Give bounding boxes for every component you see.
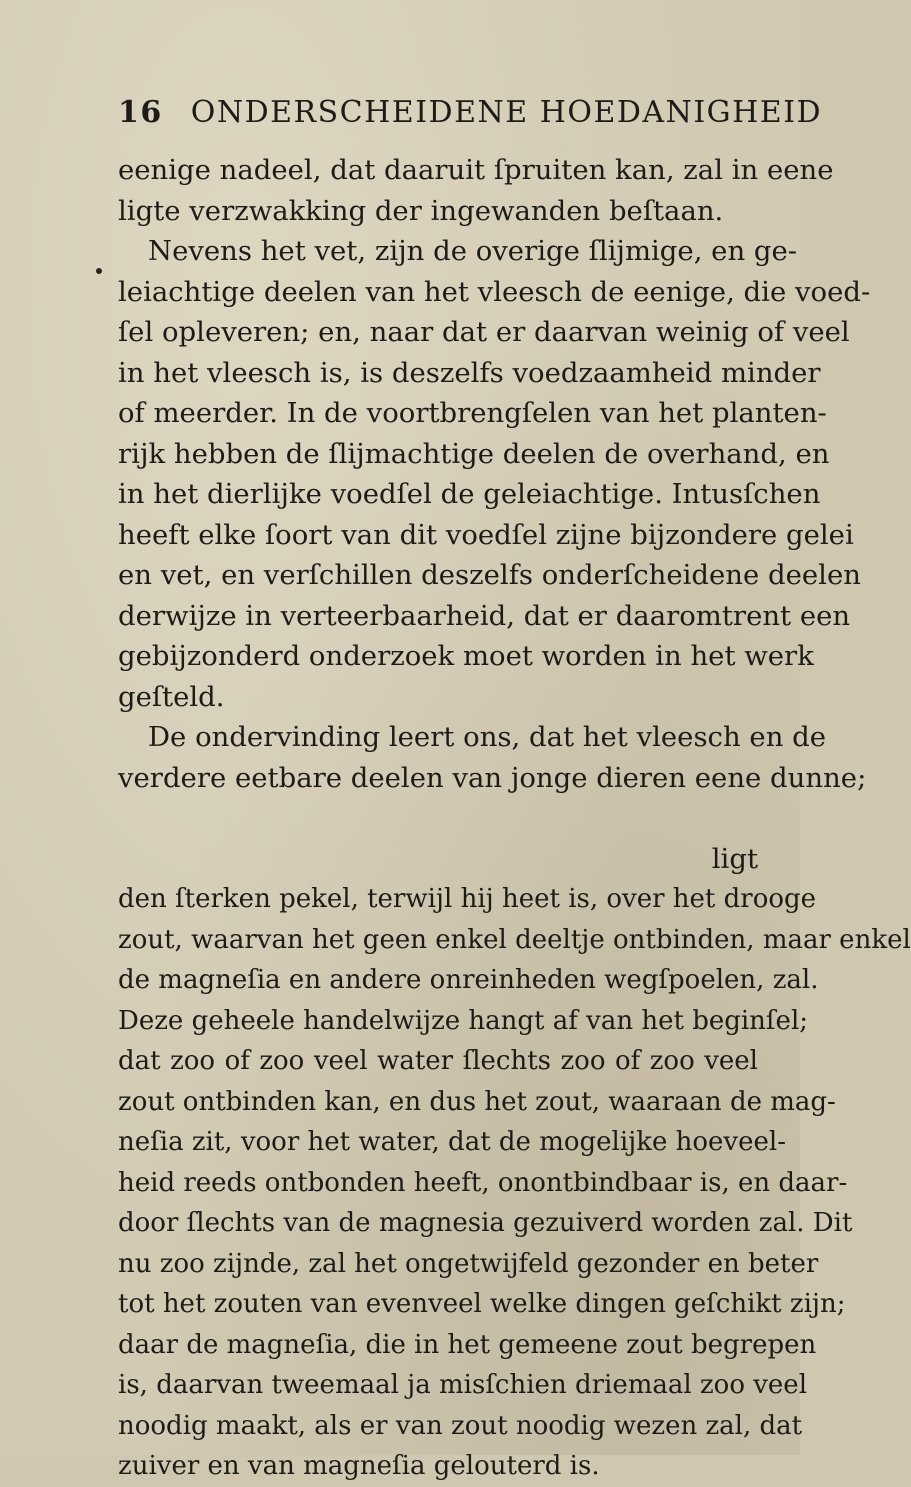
text-line: door ſlechts van de magnesia gezuiverd worden zal. Dit [118,1208,853,1238]
text-line: zout, waarvan het geen enkel deeltje ontbinden, maar enkel [118,924,911,955]
text-line: verdere eetbare deelen van jonge dieren eene dunne; [118,761,867,794]
text-line: de magneſia en andere onreinheden wegſpoelen, zal. [118,965,819,995]
text-line: zout ontbinden kan, en dus het zout, waaraan de mag- [118,1086,836,1117]
text-line: zuiver en van magneſia gelouterd is. [118,1451,600,1481]
text-line: tot het zouten van evenveel welke dingen geſchikt zijn; [118,1289,846,1319]
text-line: gebijzonderd onderzoek moet worden in het werk [118,640,814,672]
text-line: rijk hebben de ſlijmachtige deelen de overhand, en [118,437,830,470]
ink-speck [96,268,102,274]
text-line: Nevens het vet, zijn de overige ſlijmige, en ge- [148,235,798,267]
running-title: ONDERSCHEIDENE HOEDANIGHEID [190,95,823,130]
text-line: heeft elke ſoort van dit voedſel zijne bijzondere gelei [118,518,854,551]
text-line: in het vleesch is, is deszelfs voedzaamheid minder [118,356,821,389]
page-number: 16 [118,95,163,130]
text-line: geſteld. [118,680,225,713]
text-line: is, daarvan tweemaal ja misſchien driemaal zoo veel [118,1370,808,1400]
text-line: of meerder. In de voortbrengſelen van het planten- [118,397,827,429]
text-line: ligt [711,842,758,875]
text-line: ſel opleveren; en, naar dat er daarvan weinig of veel [118,316,850,348]
text-line: heid reeds ontbonden heeft, onontbindbaar is, en daar- [118,1167,848,1198]
blank-line [118,798,758,839]
text-line: in het dierlijke voedſel de geleiachtige. Intusſchen [118,478,821,510]
body-text [118,150,911,1487]
text-line: Deze geheele handelwijze hangt af van het beginſel; [118,1005,809,1036]
text-line: leiachtige deelen van het vleesch de eenige, die voed- [118,275,871,308]
text-line: ligte verzwakking der ingewanden beſtaan. [118,194,724,227]
text-line: en vet, en verſchillen deszelfs onderſcheidene deelen [118,559,861,591]
text-line: daar de magneſia, die in het gemeene zout begrepen [118,1329,817,1360]
text-line: dat zoo of zoo veel water ſlechts zoo of zoo veel [118,1046,758,1076]
text-line: neſia zit, voor het water, dat de mogelijke hoeveel- [118,1127,786,1157]
text-line: De ondervinding leert ons, dat het vleesch en de [148,721,827,753]
text-line: derwijze in verteerbaarheid, dat er daaromtrent een [118,599,851,632]
page-header [118,95,822,130]
text-line: eenige nadeel, dat daaruit ſpruiten kan, zal in eene [118,154,834,186]
text-line: nu zoo zijnde, zal het ongetwijfeld gezonder en beter [118,1248,819,1279]
text-line: noodig maakt, als er van zout noodig wezen zal, dat [118,1410,803,1441]
text-line: den ſterken pekel, terwijl hij heet is, over het drooge [118,884,817,914]
